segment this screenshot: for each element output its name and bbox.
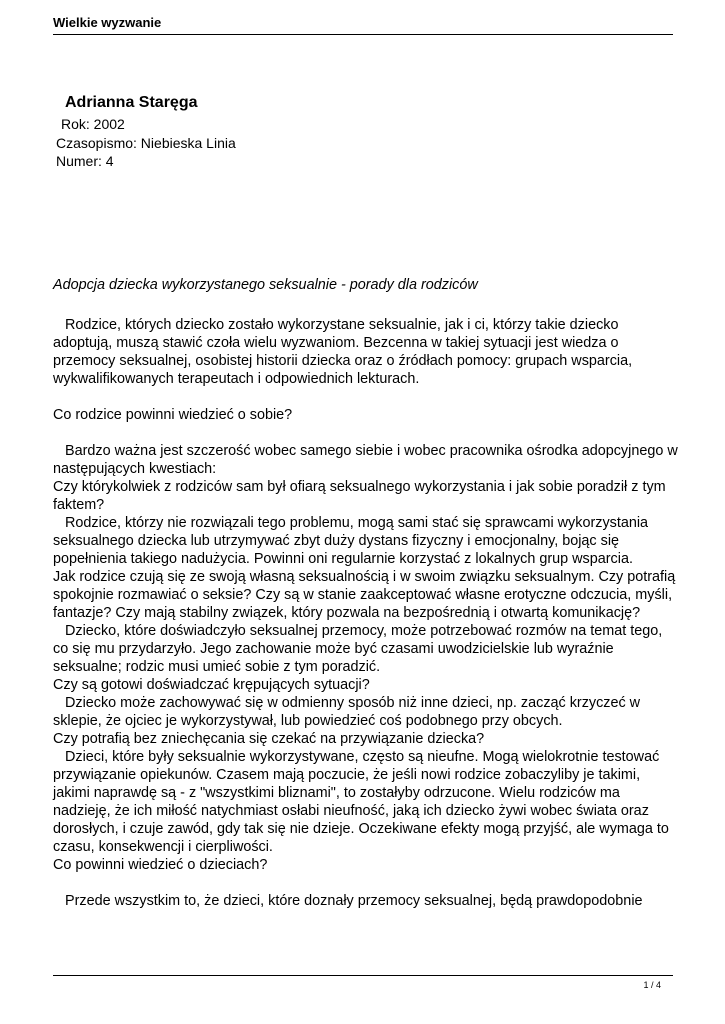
page-number: 1 / 4 [643,980,661,990]
section-heading-parents: Co rodzice powinni wiedzieć o sobie? [53,407,293,423]
paragraph: Dzieci, które były seksualnie wykorzystywane, często są nieufne. Mogą wielokrotnie testować przywiązanie opiekunów. Czasem mają poczucie, że jeśli nowi rodzice zobaczyliby je takimi, jakimi naprawdę są - z "wszystkimi bliznami", to zostałyby odrzucone. Wielu rodziców ma nadzieję, że ich miłość natychmiast osłabi nieufność, jaką ich dziecko żywi wobec świata oraz dorosłych, i czuje zawód, gdy tak się nie dzieje. Oczekiwane efekty mogą przyjść, ale wymaga to czasu, konsekwencji i cierpliwości. [53,749,669,855]
question-line: Czy którykolwiek z rodziców sam był ofiarą seksualnego wykorzystania i jak sobie poradził z tym faktem? [53,479,666,513]
running-header-title: Wielkie wyzwanie [53,15,162,30]
paragraph: Dziecko może zachowywać się w odmienny sposób niż inne dzieci, np. zacząć krzyczeć w sklepie, że ojciec je wykorzystywał, lub powiedzieć coś podobnego przy obcych. [53,695,641,729]
publication-year: Rok: 2002 [61,116,125,132]
article-subtitle: Adopcja dziecka wykorzystanego seksualnie - porady dla rodziców [53,277,478,293]
question-line: Czy potrafią bez zniechęcania się czekać na przywiązanie dziecka? [53,731,485,747]
paragraph-intro: Rodzice, których dziecko zostało wykorzystane seksualnie, jak i ci, którzy takie dziecko adoptują, muszą stawić czoła wielu wyzwaniom. Bezcenna w takiej sytuacji jest wiedza o przemocy seksualnej, osobistej historii dziecka oraz o źródłach pomocy: grupach wsparcia, wykwalifikowanych terapeutach i odpowiednich lekturach. [53,317,633,387]
header-divider [53,34,673,35]
author-name: Adrianna Staręga [65,94,198,111]
section-heading-children: Co powinni wiedzieć o dzieciach? [53,857,268,873]
paragraph: Bardzo ważna jest szczerość wobec samego siebie i wobec pracownika ośrodka adopcyjnego w następujących kwestiach: [53,443,678,477]
magazine-name: Czasopismo: Niebieska Linia [56,135,236,151]
issue-number: Numer: 4 [56,153,114,169]
paragraph: Przede wszystkim to, że dzieci, które doznały przemocy seksualnej, będą prawdopodobnie [65,893,643,909]
paragraph: Rodzice, którzy nie rozwiązali tego problemu, mogą sami stać się sprawcami wykorzystania seksualnego dziecka lub utrzymywać zbyt duży dystans fizyczny i emocjonalny, bojąc się popełnienia takiego nadużycia. Powinni oni regularnie korzystać z lokalnych grup wsparcia. [53,515,649,567]
paragraph: Dziecko, które doświadczyło seksualnej przemocy, może potrzebować rozmów na temat tego, co się mu przydarzyło. Jego zachowanie może być czasami uwodzicielskie lub wyraźnie seksualne; rodzic musi umieć sobie z tym poradzić. [53,623,663,675]
question-line: Czy są gotowi doświadczać krępujących sytuacji? [53,677,370,693]
question-line: Jak rodzice czują się ze swoją własną seksualnością i w swoim związku seksualnym. Czy potrafią spokojnie rozmawiać o seksie? Czy są w stanie zaakceptować własne erotyczne odczucia, myśli, fantazje? Czy mają stabilny związek, który pozwala na bezpośrednią i otwartą komunikację? [53,569,676,621]
footer-divider [53,975,673,976]
article-body [53,276,678,910]
